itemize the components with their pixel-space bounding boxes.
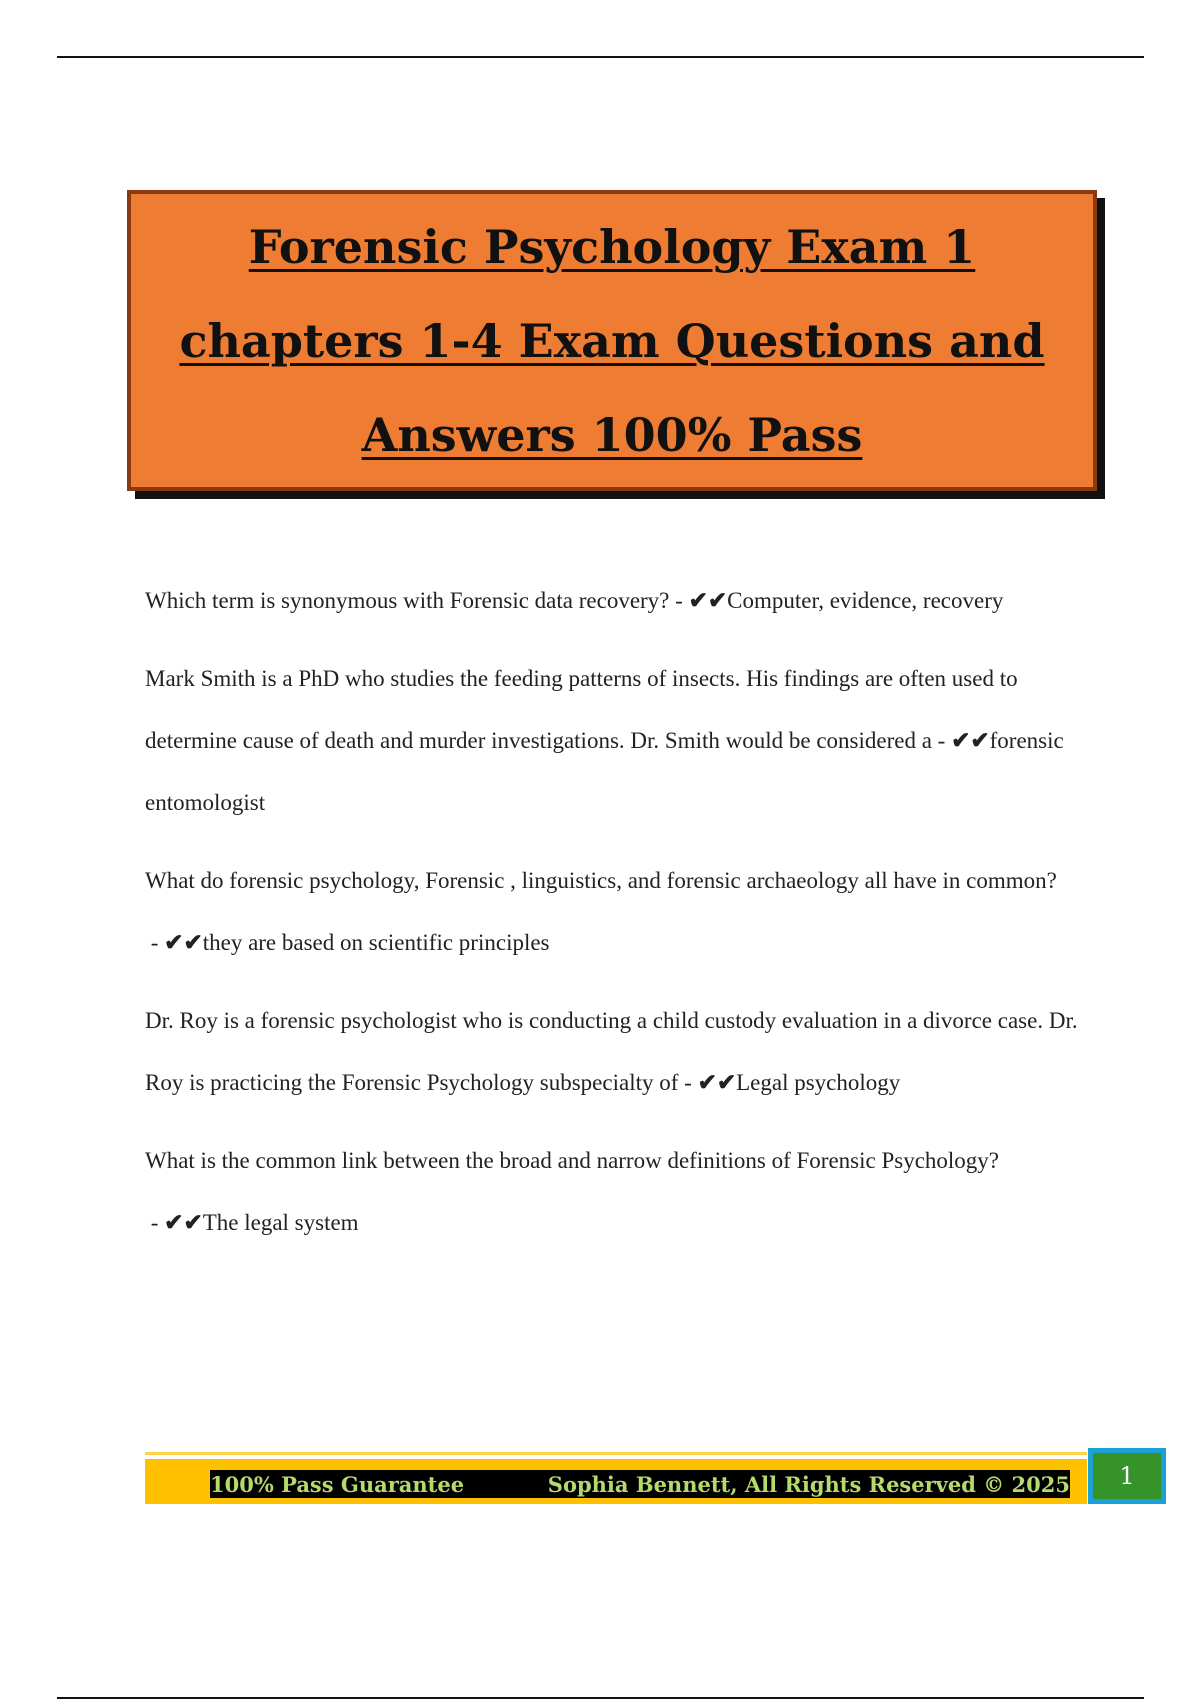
- qa-item-1: [145, 570, 1090, 632]
- question-text: What do forensic psychology, Forensic , linguistics, and forensic archaeology all have in common?: [145, 868, 1057, 893]
- answer-text: Computer, evidence, recovery: [727, 588, 1004, 613]
- header-rule: [57, 56, 1144, 58]
- question-text: What is the common link between the broad and narrow definitions of Forensic Psychology?: [145, 1148, 999, 1173]
- answer-text: The legal system: [202, 1210, 359, 1235]
- qa-item-5: [145, 1130, 1090, 1254]
- footer-bar: [210, 1470, 1070, 1498]
- question-text: Mark Smith is a PhD who studies the feeding patterns of insects. His findings are often used to determine cause of death and murder investigations. Dr. Smith would be considered a: [145, 666, 1018, 753]
- separator: -: [145, 930, 165, 955]
- question-text: Dr. Roy is a forensic psychologist who is conducting a child custody evaluation in a divorce case. Dr. Roy is practicing the Forensic Psychology subspecialty of: [145, 1008, 1078, 1095]
- page-number: 1: [1119, 1462, 1135, 1490]
- separator: -: [145, 1210, 165, 1235]
- separator: -: [931, 728, 952, 753]
- answer-text: they are based on scientific principles: [202, 930, 550, 955]
- page-number-box: [1088, 1448, 1166, 1504]
- double-check-icon: ✔✔: [688, 588, 728, 613]
- question-text: Which term is synonymous with Forensic data recovery?: [145, 588, 670, 613]
- double-check-icon: ✔✔: [951, 728, 990, 753]
- double-check-icon: ✔✔: [164, 930, 203, 955]
- qa-item-3: [145, 850, 1090, 974]
- answer-text: forensic entomologist: [145, 728, 1064, 815]
- answer-text: Legal psychology: [736, 1070, 901, 1095]
- title-box: [127, 190, 1097, 491]
- qa-item-4: [145, 990, 1090, 1114]
- footer-copyright-text: Sophia Bennett, All Rights Reserved © 2025: [547, 1471, 1070, 1497]
- separator: -: [678, 1070, 698, 1095]
- qa-item-2: [145, 648, 1090, 834]
- double-check-icon: ✔✔: [697, 1070, 737, 1095]
- separator: -: [669, 588, 689, 613]
- footer-guarantee-text: 100% Pass Guarantee: [210, 1471, 465, 1497]
- document-title: Forensic Psychology Exam 1 chapters 1-4 Exam Questions and Answers 100% Pass: [179, 219, 1045, 462]
- double-check-icon: ✔✔: [164, 1210, 203, 1235]
- bottom-rule: [57, 1697, 1144, 1699]
- qa-list: [145, 570, 1090, 1270]
- footer-divider: [145, 1452, 1087, 1455]
